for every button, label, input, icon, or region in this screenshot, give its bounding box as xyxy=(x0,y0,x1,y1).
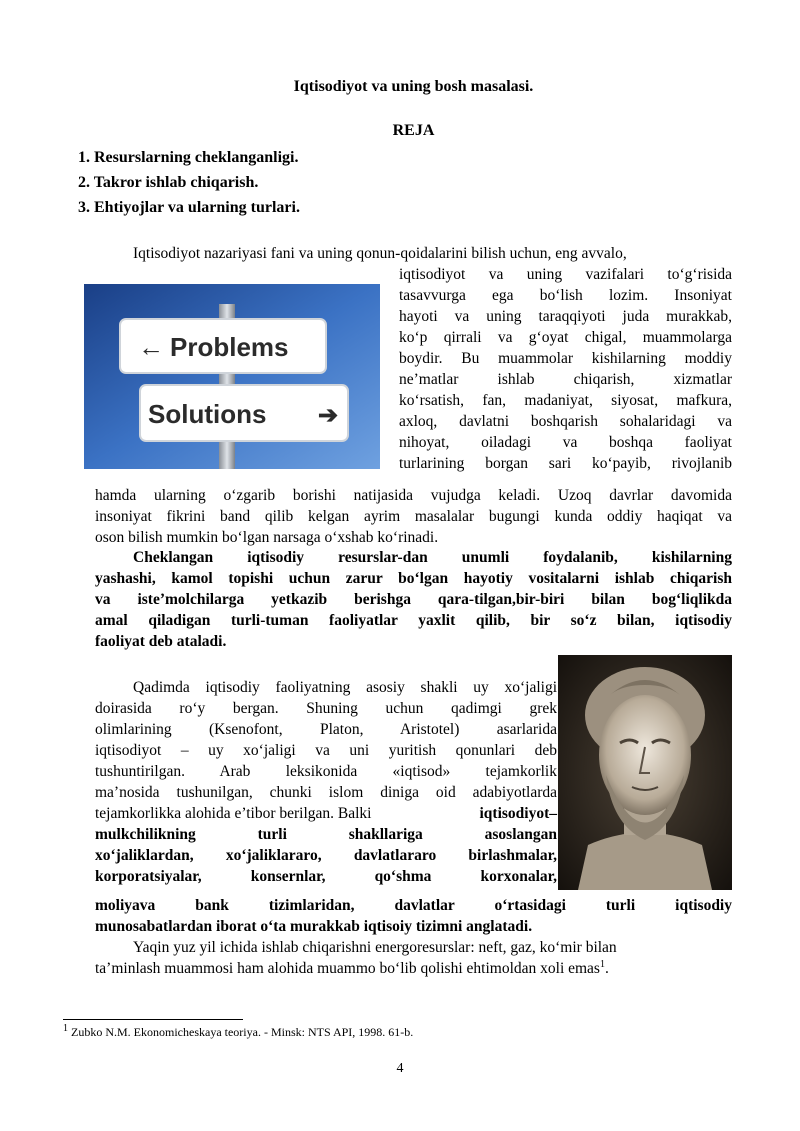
line-text-bold: iqtisodiyot– xyxy=(479,805,557,822)
problems-sign-text: Problems xyxy=(170,332,289,362)
footnote xyxy=(63,1024,413,1040)
paragraph-line: ma’nosida tushunilgan, chunki islom diniga oid adabiyotlarda xyxy=(95,784,557,801)
wrapped-text-left xyxy=(95,677,557,887)
paragraph-line: ta’minlash muammosi ham alohida muammo bo‘lib qolishi ehtimoldan xoli emas$^1$. xyxy=(95,958,609,977)
paragraph-line: iqtisodiyot – uy xo‘jaligi va uni yuritish qonunlari deb xyxy=(95,742,557,759)
paragraph xyxy=(95,937,732,979)
paragraph-line: turlarining borgan sari ko‘payib, rivojlanib xyxy=(399,455,732,472)
plan-item: 1. Resurslarning cheklanganligi. xyxy=(78,149,299,166)
paragraph xyxy=(95,485,732,548)
plan-heading: REJA xyxy=(392,122,435,139)
paragraph-line: moliyava bank tizimlaridan, davlatlar o‘rtasidagi turli iqtisodiy xyxy=(95,897,732,914)
paragraph-line: axloq, davlatni boshqarish sohalaridagi va xyxy=(399,413,732,430)
page-number: 4 xyxy=(396,1061,404,1076)
paragraph-line: tushuntirilgan. Arab leksikonida «iqtisod» tejamkorlik xyxy=(95,763,557,780)
aristotle-bust-image xyxy=(558,655,732,890)
footnote-reference[interactable]: 1 xyxy=(599,958,605,970)
footnote-mark: 1 xyxy=(63,1023,68,1034)
paragraph-line: munosabatlardan iborat o‘ta murakkab iqtisoiy tizimni anglatadi. xyxy=(95,918,533,935)
footnote-text: Zubko N.M. Ekonomicheskaya teoriya. - Minsk: NTS API, 1998. 61-b. xyxy=(71,1025,414,1039)
paragraph-line: insoniyat fikrini band qilib kelgan ayrim masalalar bugungi kunda oddiy haqiqat va xyxy=(95,508,732,525)
paragraph-line: Qadimda iqtisodiy faoliyatning asosiy shakli uy xo‘jaligi xyxy=(133,679,557,696)
plan-item: 2. Takror ishlab chiqarish. xyxy=(78,174,259,191)
paragraph-line: hayoti va uning taraqqiyoti juda murakkab, xyxy=(399,308,732,325)
paragraph-line: Cheklangan iqtisodiy resurslar-dan unumli foydalanib, kishilarning xyxy=(133,549,732,566)
solutions-sign-text: Solutions xyxy=(148,399,267,429)
paragraph-line: olimlarining (Ksenofont, Platon, Aristotel) asarlarida xyxy=(95,721,557,738)
paragraph-line: Iqtisodiyot nazariyasi fani va uning qonun-qoidalarini bilish uchun, eng avvalo, xyxy=(133,245,627,262)
page-title: Iqtisodiyot va uning bosh masalasi. xyxy=(293,78,534,95)
paragraph-line: oson bilish mumkin bo‘lgan narsaga o‘xshab ko‘rinadi. xyxy=(95,529,439,546)
svg-text:←: ← xyxy=(138,332,164,362)
paragraph-line: hamda ularning o‘zgarib borishi natijasida vujudga keladi. Uzoq davrlar davomida xyxy=(95,487,732,504)
paragraph-line: Yaqin yuz yil ichida ishlab chiqarishni energoresurslar: neft, gaz, ko‘mir bilan xyxy=(133,939,617,956)
paragraph-line: nihoyat, oiladagi va boshqa faoliyat xyxy=(399,434,732,451)
problems-solutions-image xyxy=(84,284,380,469)
paragraph-line: xo‘jaliklardan, xo‘jaliklararo, davlatlararo birlashmalar, xyxy=(95,847,557,864)
paragraph-line xyxy=(95,803,557,824)
paragraph-line: korporatsiyalar, konsernlar, qo‘shma korxonalar, xyxy=(95,868,557,885)
paragraph-line: amal qiladigan turli-tuman faoliyatlar yaxlit qilib, bir so‘z bilan, iqtisodiy xyxy=(95,612,732,629)
paragraph-line: faoliyat deb ataladi. xyxy=(95,633,227,650)
line-text: tejamkorlikka alohida e’tibor berilgan. Balki xyxy=(95,805,372,822)
footnote-divider xyxy=(63,1019,243,1020)
svg-text:➔: ➔ xyxy=(318,402,339,429)
wrapped-text-right xyxy=(399,264,732,474)
plan-item: 3. Ehtiyojlar va ularning turlari. xyxy=(78,199,300,216)
paragraph-line: yashashi, kamol topishi uchun zarur bo‘lgan hayotiy vositalarni ishlab chiqarish xyxy=(95,570,732,587)
plan-list xyxy=(78,145,300,220)
paragraph-line: mulkchilikning turli shakllariga asoslangan xyxy=(95,826,557,843)
paragraph-line: boydir. Bu muammolar kishilarning moddiy xyxy=(399,350,732,367)
paragraph-line: ko‘rsatish, fan, madaniyat, siyosat, mafkura, xyxy=(399,392,732,409)
paragraph-line: ne’matlar ishlab chiqarish, xizmatlar xyxy=(399,371,732,388)
paragraph-line: ko‘p qirrali va g‘oyat chigal, muammolarga xyxy=(399,329,732,346)
paragraph-line: iqtisodiyot va uning vazifalari to‘g‘risida xyxy=(399,266,732,283)
paragraph xyxy=(95,895,732,937)
paragraph-line: tasavvurga ega bo‘lish lozim. Insoniyat xyxy=(399,287,732,304)
paragraph-line: va iste’molchilarga yetkazib berishga qara-tilgan,bir-biri bilan bog‘liqlikda xyxy=(95,591,732,608)
definition-paragraph xyxy=(95,547,732,652)
paragraph-line: doirasida ro‘y bergan. Shuning uchun qadimgi grek xyxy=(95,700,557,717)
line-text: ta’minlash muammosi ham alohida muammo bo‘lib qolishi ehtimoldan xoli emas xyxy=(95,960,600,977)
